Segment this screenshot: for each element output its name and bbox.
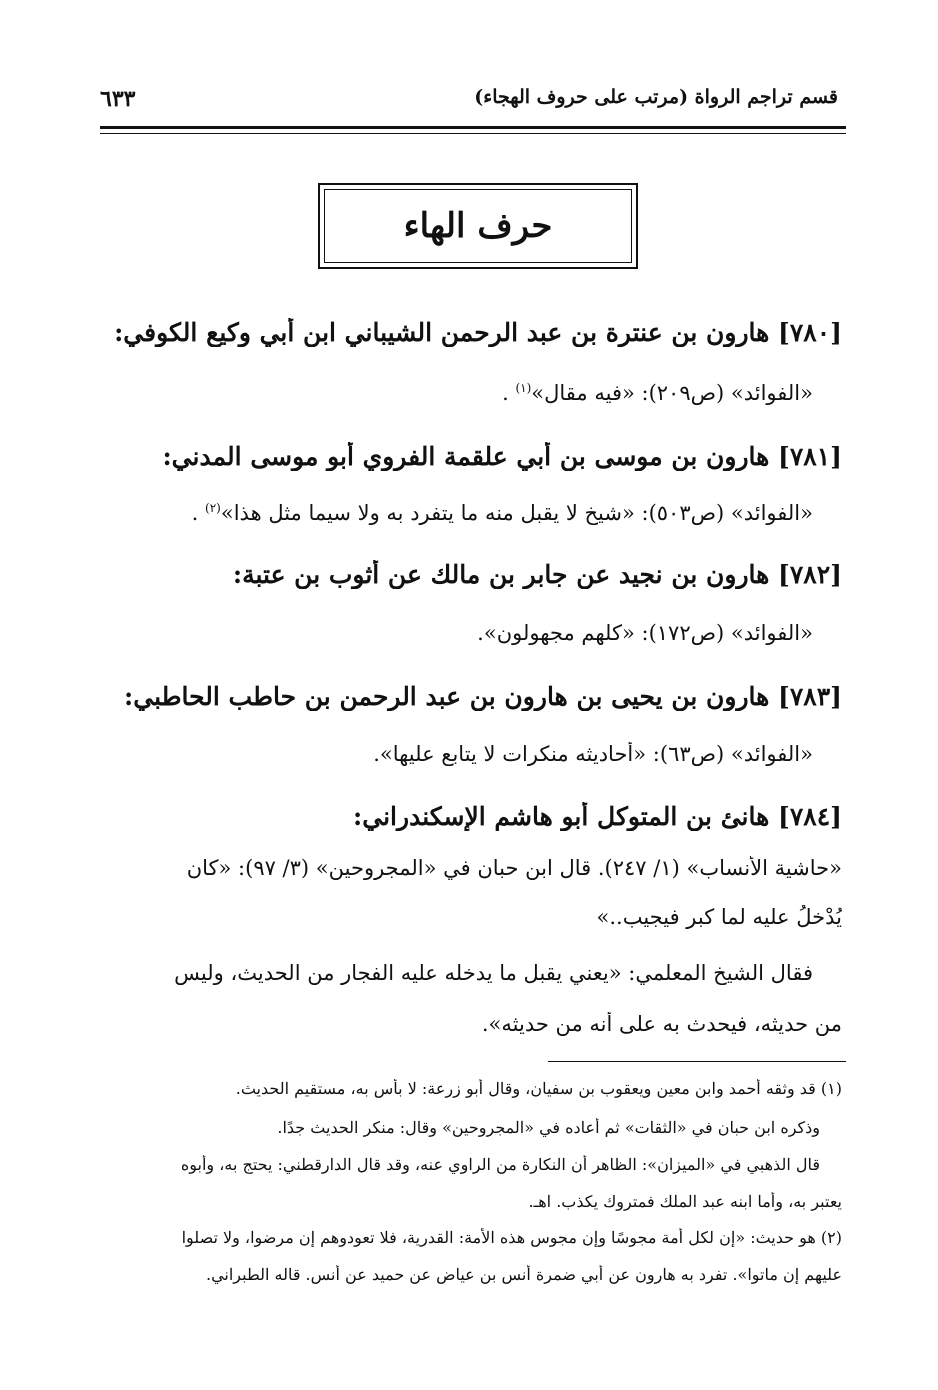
header-rule-thick [100,126,846,129]
footnote-1-line-1: (١) قد وثقه أحمد وابن معين ويعقوب بن سفيان، وقال أبو زرعة: لا بأس به، مستقيم الحديث. [235,1079,842,1098]
footnote-2-line-1: (٢) هو حديث: «إن لكل أمة مجوسًا وإن مجوس هذه الأمة: القدرية، فلا تعودوهم إن مرضوا، ولا تصلوا [181,1228,842,1247]
header-rule-thin [100,133,846,134]
page-number: ٦٣٣ [100,86,136,112]
running-head-title: قسم تراجم الرواة (مرتب على حروف الهجاء) [474,86,838,108]
footnote-1-line-3: قال الذهبي في «الميزان»: الظاهر أن النكارة من الراوي عنه، وقد قال الدارقطني: يحتج به، وأبوه [180,1155,820,1174]
entry-heading-780: [٧٨٠] هارون بن عنترة بن عبد الرحمن الشيباني ابن أبي وكيع الكوفي: [114,318,842,347]
footnote-1-line-4: يعتبر به، وأما ابنه عبد الملك فمتروك يكذب. اهـ. [528,1192,842,1211]
entry-text-782: «الفوائد» (ص١٧٢): «كلهم مجهولون». [477,621,813,645]
entry-heading-783: [٧٨٣] هارون بن يحيى بن هارون بن عبد الرحمن بن حاطب الحاطبي: [124,682,842,711]
footnote-2-line-2: عليهم إن ماتوا». تفرد به هارون عن أبي ضمرة أنس بن عياض عن حميد عن أنس. قاله الطبراني. [205,1265,842,1284]
entry-text-784-line-3: فقال الشيخ المعلمي: «يعني يقبل ما يدخله عليه الفجار من الحديث، وليس [174,961,813,985]
footnote-1-line-2: وذكره ابن حبان في «الثقات» ثم أعاده في «المجروحين» وقال: منكر الحديث جدًا. [277,1118,820,1137]
entry-text-781: «الفوائد» (ص٥٠٣): «شيخ لا يقبل منه ما يتفرد به ولا سيما مثل هذا»$^{(٢)}$ . [191,501,813,525]
chapter-heading: حرف الهاء [403,206,553,246]
entry-text-784-line-2: يُدْخلُ عليه لما كبر فيجيب..» [596,905,842,929]
running-head [100,86,838,120]
entry-text-784-line-1: «حاشية الأنساب» (١/ ٢٤٧). قال ابن حبان في «المجروحين» (٣/ ٩٧): «كان [186,856,842,880]
entry-text-780: «الفوائد» (ص٢٠٩): «فيه مقال»$^{(١)}$ . [502,381,813,405]
entry-heading-784: [٧٨٤] هانئ بن المتوكل أبو هاشم الإسكندراني: [353,802,842,831]
footnote-ref-2: (٢) [205,501,221,515]
chapter-heading-frame [318,183,638,269]
footnote-ref-1: (١) [515,381,532,395]
entry-heading-781: [٧٨١] هارون بن موسى بن أبي علقمة الفروي أبو موسى المدني: [162,442,842,471]
entry-text-783: «الفوائد» (ص٦٣): «أحاديثه منكرات لا يتابع عليها». [373,742,813,766]
footnote-rule [548,1061,846,1062]
entry-text-784-line-4: من حديثه، فيحدث به على أنه من حديثه». [481,1012,842,1036]
entry-heading-782: [٧٨٢] هارون بن نجيد عن جابر بن مالك عن أثوب بن عتبة: [232,560,842,589]
